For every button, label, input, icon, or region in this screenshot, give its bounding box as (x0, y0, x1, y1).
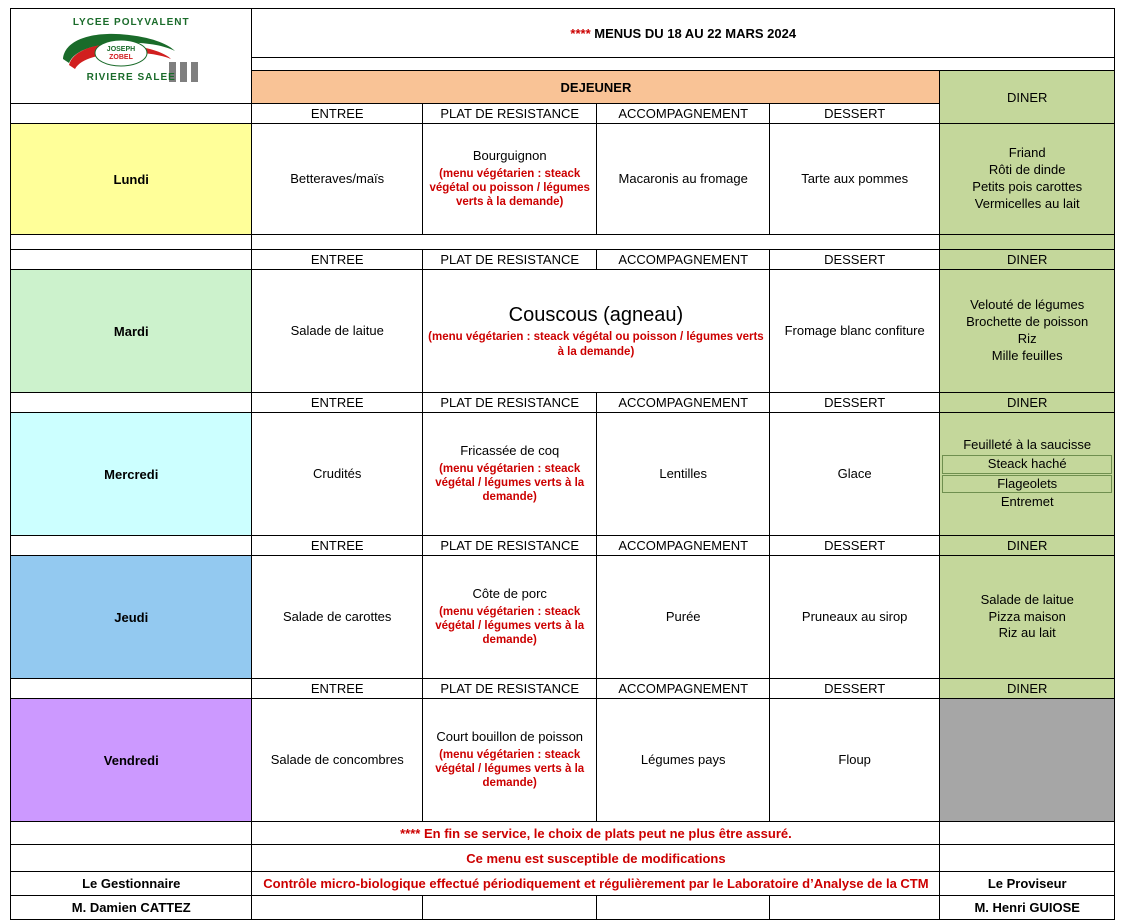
footer-blank-3 (597, 896, 769, 920)
col-dessert-mardi: DESSERT (769, 250, 939, 270)
subheader-spacer-jeudi (11, 536, 252, 556)
mardi-plat-note: (menu végétarien : steack végétal ou poisson / légumes verts à la demande) (428, 331, 764, 358)
vendredi-diner-empty (940, 699, 1115, 822)
col-entree-mercredi: ENTREE (252, 393, 422, 413)
footer-spacer-2 (11, 845, 252, 872)
footer-names-row (11, 896, 1115, 920)
day-row-lundi (11, 124, 1115, 235)
lundi-accompagnement: Macaronis au fromage (597, 124, 769, 235)
day-row-mardi (11, 270, 1115, 393)
sep-cell-diner (940, 235, 1115, 250)
lundi-diner (940, 124, 1115, 235)
subheader-spacer-mardi (11, 250, 252, 270)
subheader-spacer-vendredi (11, 679, 252, 699)
lundi-plat (422, 124, 597, 235)
jeudi-dessert: Pruneaux au sirop (769, 556, 939, 679)
mardi-diner-item-2: Brochette de poisson (966, 314, 1089, 330)
mercredi-diner-item-3: Flageolets (942, 475, 1112, 494)
jeudi-diner-item-1: Salade de laitue (980, 591, 1074, 607)
mardi-plat-name: Couscous (agneau) (508, 304, 684, 327)
logo-bottom-text: RIVIERE SALEE (86, 72, 176, 83)
vendredi-accompagnement: Légumes pays (597, 699, 769, 822)
col-plat: PLAT DE RESISTANCE (422, 104, 597, 124)
mardi-diner-item-1: Velouté de légumes (970, 297, 1085, 313)
day-label-lundi: Lundi (11, 124, 252, 235)
col-dessert-mercredi: DESSERT (769, 393, 939, 413)
col-diner-mardi: DINER (940, 250, 1115, 270)
vendredi-dessert: Floup (769, 699, 939, 822)
col-entree-vendredi: ENTREE (252, 679, 422, 699)
menu-table (10, 8, 1115, 920)
gestionnaire-label: Le Gestionnaire (11, 872, 252, 896)
jeudi-plat-note: (menu végétarien : steack végétal / légumes verts à la demande) (435, 605, 585, 647)
col-accompagnement-jeudi: ACCOMPAGNEMENT (597, 536, 769, 556)
lundi-entree: Betteraves/maïs (252, 124, 422, 235)
lundi-plat-name: Bourguignon (472, 148, 547, 164)
mercredi-plat-note: (menu végétarien : steack végétal / légumes verts à la demande) (435, 462, 585, 504)
col-entree-jeudi: ENTREE (252, 536, 422, 556)
mercredi-entree: Crudités (252, 413, 422, 536)
mardi-diner-item-4: Mille feuilles (991, 347, 1063, 363)
mardi-entree: Salade de laitue (252, 270, 422, 393)
footer-note-row-2 (11, 845, 1115, 872)
footer-spacer-2b (940, 845, 1115, 872)
proviseur-name: M. Henri GUIOSE (940, 896, 1115, 920)
jeudi-entree: Salade de carottes (252, 556, 422, 679)
col-dessert: DESSERT (769, 104, 939, 124)
subheader-row-mardi (11, 250, 1115, 270)
header-row (11, 9, 1115, 58)
footer-note-1: **** En fin se service, le choix de plats peut ne plus être assuré. (252, 822, 940, 845)
svg-text:JOSEPH: JOSEPH (107, 46, 136, 53)
subheader-row-jeudi (11, 536, 1115, 556)
page-title (252, 9, 1115, 58)
day-row-mercredi (11, 413, 1115, 536)
col-dessert-vendredi: DESSERT (769, 679, 939, 699)
school-logo (11, 9, 252, 104)
col-accompagnement-mercredi: ACCOMPAGNEMENT (597, 393, 769, 413)
col-diner-mercredi: DINER (940, 393, 1115, 413)
lundi-plat-note: (menu végétarien : steack végétal ou poisson / légumes verts à la demande) (429, 167, 590, 209)
mercredi-diner (940, 413, 1115, 536)
title-stars: **** (570, 25, 591, 41)
col-dessert-jeudi: DESSERT (769, 536, 939, 556)
gestionnaire-name: M. Damien CATTEZ (11, 896, 252, 920)
col-plat-vendredi: PLAT DE RESISTANCE (422, 679, 597, 699)
lundi-diner-item-3: Petits pois carottes (972, 179, 1083, 194)
subheader-spacer-mercredi (11, 393, 252, 413)
sep-cell-dej (252, 235, 940, 250)
diner-header: DINER (940, 71, 1115, 124)
col-accompagnement-mardi: ACCOMPAGNEMENT (597, 250, 769, 270)
mercredi-diner-item-4: Entremet (1000, 494, 1054, 510)
lundi-diner-item-1: Friand (1008, 145, 1046, 161)
day-label-mercredi: Mercredi (11, 413, 252, 536)
lundi-diner-item-2: Rôti de dinde (988, 162, 1066, 178)
col-plat-jeudi: PLAT DE RESISTANCE (422, 536, 597, 556)
footer-blank-2 (422, 896, 597, 920)
mardi-diner-item-3: Riz (1017, 331, 1037, 346)
col-accompagnement-vendredi: ACCOMPAGNEMENT (597, 679, 769, 699)
mercredi-plat (422, 413, 597, 536)
col-entree-mardi: ENTREE (252, 250, 422, 270)
jeudi-accompagnement: Purée (597, 556, 769, 679)
jeudi-diner (940, 556, 1115, 679)
subheader-spacer (11, 104, 252, 124)
separator-row-1 (11, 235, 1115, 250)
mardi-dessert: Fromage blanc confiture (769, 270, 939, 393)
mercredi-diner-item-1: Feuilleté à la saucisse (963, 436, 1092, 452)
mercredi-plat-name: Fricassée de coq (460, 443, 560, 459)
jeudi-diner-item-2: Pizza maison (988, 608, 1066, 624)
footer-note-row-1 (11, 822, 1115, 845)
col-plat-mercredi: PLAT DE RESISTANCE (422, 393, 597, 413)
jeudi-plat (422, 556, 597, 679)
proviseur-label: Le Proviseur (940, 872, 1115, 896)
sep-cell-day (11, 235, 252, 250)
day-label-mardi: Mardi (11, 270, 252, 393)
jeudi-diner-item-3: Riz au lait (998, 625, 1056, 641)
col-plat-mardi: PLAT DE RESISTANCE (422, 250, 597, 270)
day-label-jeudi: Jeudi (11, 556, 252, 679)
footer-signature-row (11, 872, 1115, 896)
dejeuner-header: DEJEUNER (252, 71, 940, 104)
day-row-vendredi (11, 699, 1115, 822)
mardi-plat (422, 270, 769, 393)
mercredi-dessert: Glace (769, 413, 939, 536)
jeudi-plat-name: Côte de porc (472, 586, 547, 602)
col-diner-vendredi: DINER (940, 679, 1115, 699)
footer-note-2: Ce menu est susceptible de modifications (252, 845, 940, 872)
lundi-dessert: Tarte aux pommes (769, 124, 939, 235)
lundi-diner-item-4: Vermicelles au lait (974, 195, 1080, 211)
logo-swoosh-icon (59, 29, 179, 73)
col-entree: ENTREE (252, 104, 422, 124)
mercredi-accompagnement: Lentilles (597, 413, 769, 536)
col-diner-jeudi: DINER (940, 536, 1115, 556)
vendredi-plat-note: (menu végétarien : steack végétal / légumes verts à la demande) (435, 748, 585, 790)
footer-blank-4 (769, 896, 939, 920)
vendredi-plat (422, 699, 597, 822)
subheader-row-mercredi (11, 393, 1115, 413)
spacer-cell (252, 58, 1115, 71)
vendredi-entree: Salade de concombres (252, 699, 422, 822)
title-text: MENUS DU 18 AU 22 MARS 2024 (594, 25, 797, 41)
footer-spacer-1b (940, 822, 1115, 845)
footer-spacer-1 (11, 822, 252, 845)
mercredi-diner-item-2: Steack haché (942, 455, 1112, 474)
subheader-row-vendredi (11, 679, 1115, 699)
day-row-jeudi (11, 556, 1115, 679)
footer-blank-1 (252, 896, 422, 920)
mardi-diner (940, 270, 1115, 393)
controle-note: Contrôle micro-biologique effectué périodiquement et régulièrement par le Laboratoire d’Analyse de la CTM (252, 872, 940, 896)
vendredi-plat-name: Court bouillon de poisson (436, 729, 584, 745)
col-accompagnement: ACCOMPAGNEMENT (597, 104, 769, 124)
svg-text:ZOBEL: ZOBEL (109, 54, 134, 61)
day-label-vendredi: Vendredi (11, 699, 252, 822)
logo-top-text: LYCEE POLYVALENT (72, 17, 190, 28)
